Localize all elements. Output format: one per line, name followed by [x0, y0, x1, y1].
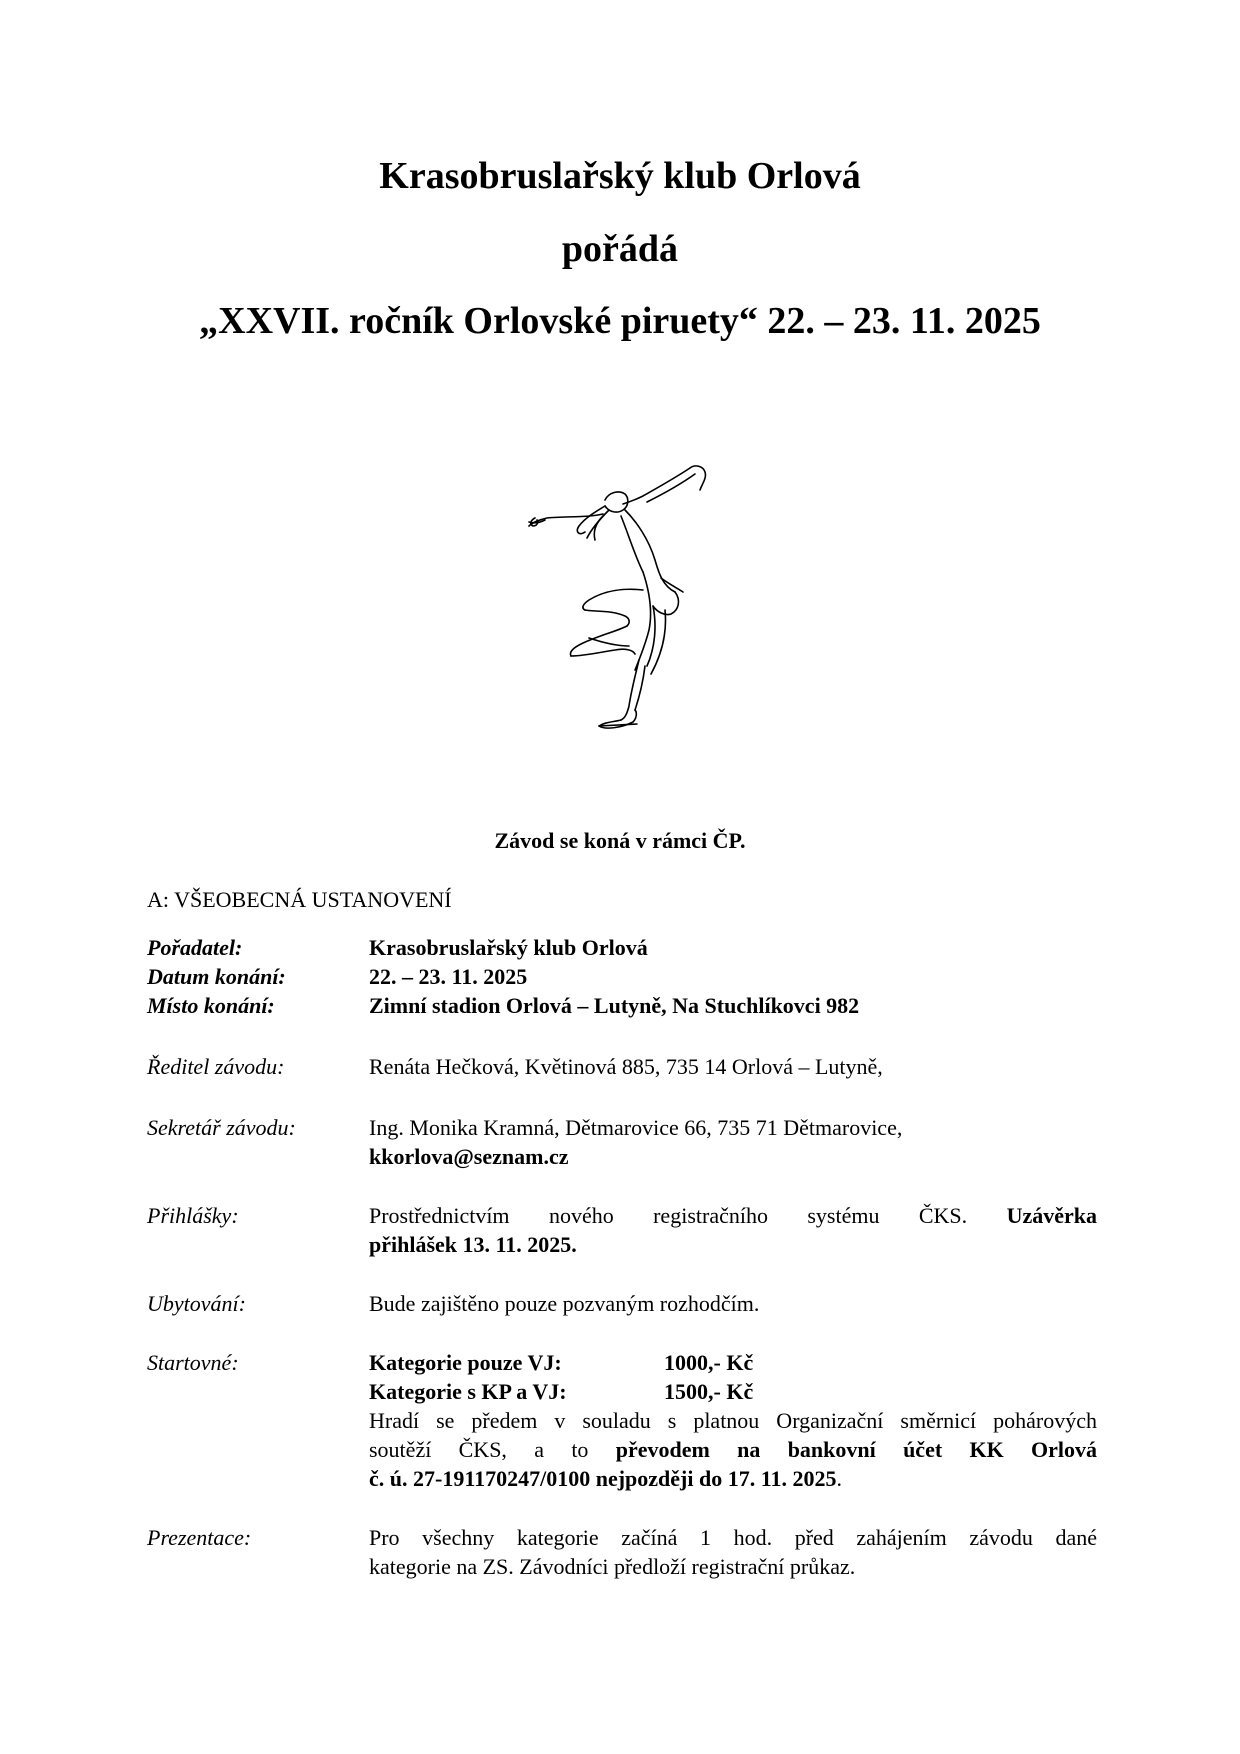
accommodation-value: Bude zajištěno pouze pozvaným rozhodčím. [369, 1291, 760, 1316]
registration-line-1: Pro všechny kategorie začíná 1 hod. před zahájením závodu dané [369, 1525, 1097, 1550]
secretary-email: kkorlova@seznam.cz [369, 1144, 569, 1169]
organizer-value [369, 933, 1097, 962]
organizer-name: Krasobruslařský klub Orlová [369, 935, 648, 960]
organizer-label: Pořadatel: [147, 935, 243, 960]
secretary-text: Ing. Monika Kramná, Dětmarovice 66, 735 71 Dětmarovice, [369, 1115, 903, 1140]
secretary-row [147, 1113, 1097, 1171]
entry-fee-label: Startovné: [147, 1350, 239, 1375]
organizer-row [147, 933, 1097, 962]
venue-text: Zimní stadion Orlová – Lutyně, Na Stuchlíkovci 982 [369, 993, 860, 1018]
director-value: Renáta Hečková, Květinová 885, 735 14 Orlová – Lutyně, [369, 1054, 883, 1079]
date-text: 22. – 23. 11. 2025 [369, 964, 528, 989]
applications-label: Přihlášky: [147, 1203, 239, 1228]
venue-value [369, 991, 1097, 1020]
registration-value [369, 1523, 1097, 1581]
entry-fee-value [369, 1348, 1097, 1493]
organizes-label: pořádá [561, 228, 679, 270]
registration-label: Prezentace: [147, 1525, 252, 1550]
secretary-label: Sekretář závodu: [147, 1115, 296, 1140]
applications-row [147, 1201, 1097, 1259]
date-value [369, 962, 1097, 991]
fee-item [369, 1377, 1097, 1406]
cp-note: Závod se koná v rámci ČP. [494, 828, 746, 853]
applications-deadline-a: Uzávěrka [1006, 1203, 1097, 1228]
fee-payment-bank: převodem na bankovní účet KK Orlová [615, 1437, 1097, 1462]
applications-value [369, 1201, 1097, 1259]
fee-name: Kategorie pouze VJ: [369, 1350, 562, 1375]
venue-label: Místo konání: [147, 993, 275, 1018]
fee-payment-account: č. ú. 27-191170247/0100 nejpozději do 17. 11. 2025 [369, 1466, 837, 1491]
event-title: „XXVII. ročník Orlovské piruety“ 22. – 23. 11. 2025 [199, 300, 1041, 342]
venue-row [147, 991, 1097, 1020]
fee-amount: 1000,- Kč [664, 1350, 754, 1375]
fee-payment-line-3 [369, 1464, 1097, 1493]
applications-deadline-b: přihlášek 13. 11. 2025. [369, 1232, 577, 1257]
date-label: Datum konání: [147, 964, 286, 989]
director-row [147, 1052, 1097, 1081]
fee-amount: 1500,- Kč [664, 1379, 754, 1404]
organizer-title: Krasobruslařský klub Orlová [379, 155, 861, 197]
fee-payment-tail: . [836, 1466, 843, 1491]
fee-item [369, 1348, 1097, 1377]
accommodation-row [147, 1289, 1097, 1318]
secretary-value [369, 1113, 1097, 1171]
director-label: Ředitel závodu: [147, 1054, 285, 1079]
section-a-heading: A: VŠEOBECNÁ USTANOVENÍ [147, 887, 452, 912]
registration-row [147, 1523, 1097, 1581]
applications-line-1 [369, 1201, 1097, 1230]
date-row [147, 962, 1097, 991]
accommodation-label: Ubytování: [147, 1291, 246, 1316]
applications-text: Prostřednictvím nového registračního systému ČKS. [369, 1203, 968, 1228]
fee-payment-line-2 [369, 1435, 1097, 1464]
fee-name: Kategorie s KP a VJ: [369, 1379, 567, 1404]
registration-line-2: kategorie na ZS. Závodníci předloží registrační průkaz. [369, 1554, 856, 1579]
entry-fee-row [147, 1348, 1097, 1493]
fee-payment-line-1: Hradí se předem v souladu s platnou Organizační směrnicí pohárových [369, 1408, 1097, 1433]
figure-skater-drawing [525, 460, 725, 730]
fee-payment-plain: soutěží ČKS, a to [369, 1437, 589, 1462]
